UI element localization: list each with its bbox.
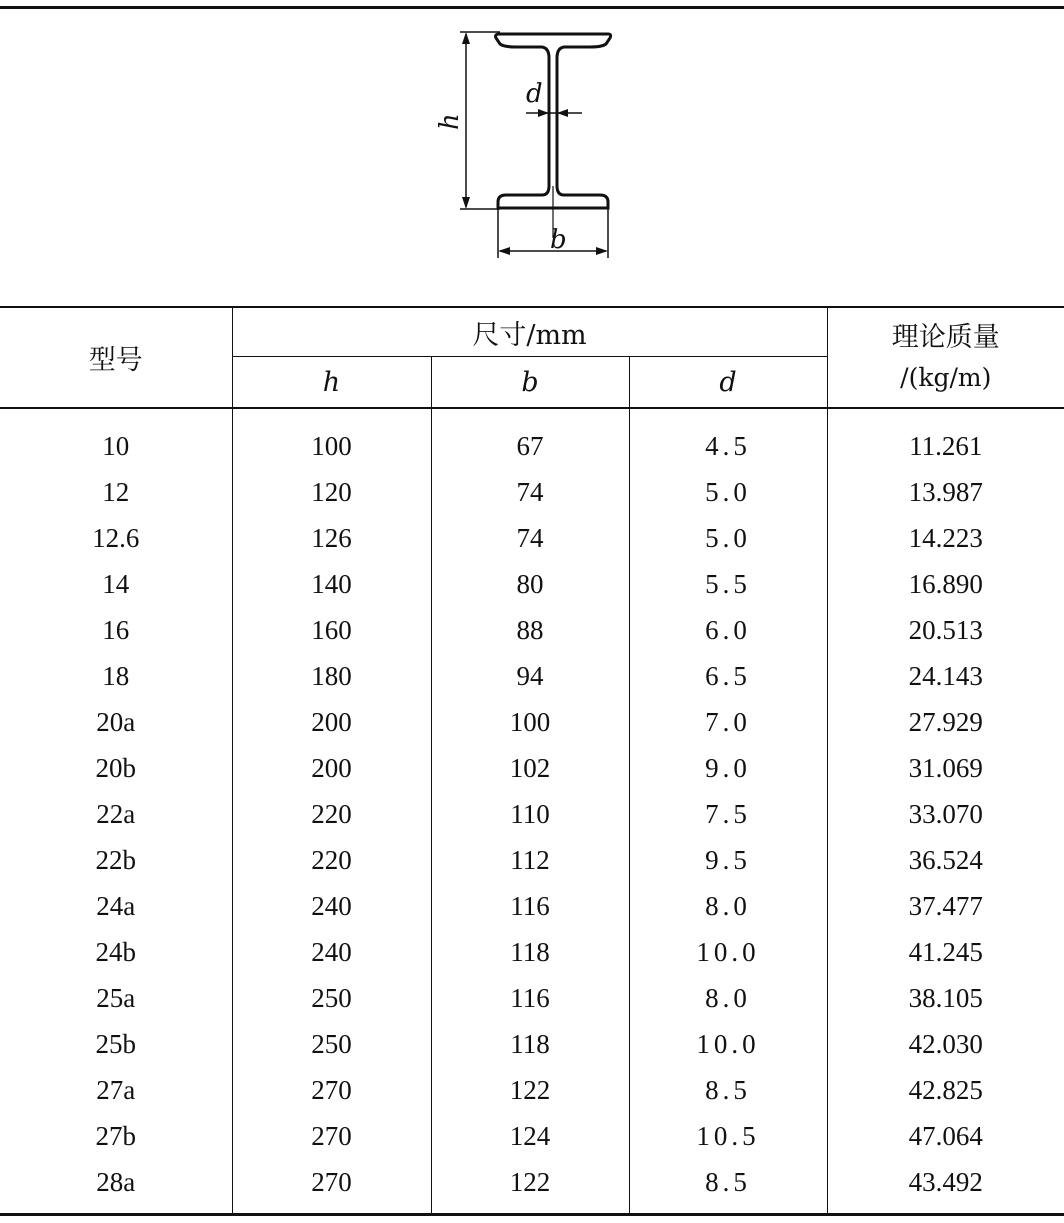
header-model: 型号	[0, 307, 232, 408]
i-beam-spec-table-wrapper	[0, 306, 1064, 1215]
cell-d: 5.0	[629, 469, 827, 515]
cell-model: 20b	[0, 745, 232, 791]
cell-mass: 38.105	[908, 982, 983, 1013]
table-header	[0, 307, 1064, 408]
label-h: h	[435, 113, 465, 130]
cell-d: 9.0	[629, 745, 827, 791]
cell-d: 4.5	[629, 408, 827, 469]
cell-d: 10.0	[629, 1021, 827, 1067]
header-col-h: h	[232, 357, 431, 409]
table-row	[0, 699, 1064, 745]
i-beam-cross-section	[420, 18, 640, 268]
cell-d: 8.0	[629, 975, 827, 1021]
cell-model: 25b	[0, 1021, 232, 1067]
header-col-d: d	[629, 357, 827, 409]
cell-mass: 43.492	[908, 1166, 983, 1197]
cell-mass: 11.261	[909, 430, 983, 461]
cell-mass: 16.890	[908, 568, 983, 599]
h-arrow-bottom	[462, 197, 470, 209]
cell-h: 140	[232, 561, 431, 607]
cell-mass: 36.524	[908, 844, 983, 875]
cell-h: 240	[232, 883, 431, 929]
cell-h: 220	[232, 837, 431, 883]
cell-model: 22b	[0, 837, 232, 883]
cell-b: 102	[431, 745, 629, 791]
cell-model: 18	[0, 653, 232, 699]
cell-d: 8.0	[629, 883, 827, 929]
cell-mass: 27.929	[908, 706, 983, 737]
cell-mass: 33.070	[908, 798, 983, 829]
cell-mass: 24.143	[908, 660, 983, 691]
table-row	[0, 1113, 1064, 1159]
table-row	[0, 653, 1064, 699]
h-arrow-top	[462, 32, 470, 44]
i-beam-outline	[496, 34, 611, 208]
header-dimensions: 尺寸/mm	[232, 307, 827, 357]
cell-model: 28a	[0, 1159, 232, 1215]
cell-mass: 20.513	[908, 614, 983, 645]
cell-d: 6.0	[629, 607, 827, 653]
header-col-b: b	[431, 357, 629, 409]
cell-b: 67	[431, 408, 629, 469]
cell-model: 25a	[0, 975, 232, 1021]
cell-model: 16	[0, 607, 232, 653]
top-rule	[0, 6, 1064, 9]
cell-d: 9.5	[629, 837, 827, 883]
header-mass	[827, 307, 1064, 408]
table-row	[0, 791, 1064, 837]
table-row	[0, 745, 1064, 791]
cell-d: 10.5	[629, 1113, 827, 1159]
d-arrow-right	[557, 109, 568, 117]
cell-b: 110	[431, 791, 629, 837]
cell-model: 12	[0, 469, 232, 515]
cell-mass: 42.825	[908, 1074, 983, 1105]
cell-d: 7.5	[629, 791, 827, 837]
label-d: d	[526, 79, 543, 109]
cell-mass: 31.069	[908, 752, 983, 783]
cell-h: 200	[232, 699, 431, 745]
cell-h: 200	[232, 745, 431, 791]
cell-h: 160	[232, 607, 431, 653]
cell-b: 74	[431, 469, 629, 515]
cell-model: 10	[0, 408, 232, 469]
cell-h: 250	[232, 1021, 431, 1067]
cell-b: 122	[431, 1067, 629, 1113]
table-row	[0, 837, 1064, 883]
cell-b: 116	[431, 883, 629, 929]
cell-h: 270	[232, 1067, 431, 1113]
table-row	[0, 469, 1064, 515]
table-row	[0, 408, 1064, 469]
bottom-rule	[0, 1213, 1064, 1216]
cell-h: 270	[232, 1113, 431, 1159]
table-row	[0, 561, 1064, 607]
label-b: b	[550, 225, 567, 255]
table-row	[0, 1067, 1064, 1113]
table-row	[0, 975, 1064, 1021]
cell-b: 122	[431, 1159, 629, 1215]
cell-b: 74	[431, 515, 629, 561]
cell-d: 8.5	[629, 1159, 827, 1215]
table-row	[0, 515, 1064, 561]
cell-model: 27b	[0, 1113, 232, 1159]
b-arrow-left	[498, 247, 510, 255]
cell-d: 10.0	[629, 929, 827, 975]
i-beam-spec-table	[0, 306, 1064, 1215]
table-row	[0, 929, 1064, 975]
cell-h: 120	[232, 469, 431, 515]
cell-b: 124	[431, 1113, 629, 1159]
cell-d: 5.0	[629, 515, 827, 561]
cell-h: 100	[232, 408, 431, 469]
cell-mass: 47.064	[908, 1120, 983, 1151]
table-row	[0, 1159, 1064, 1215]
header-mass-label: 理论质量	[891, 321, 1000, 353]
cell-mass: 37.477	[908, 890, 983, 921]
cell-b: 100	[431, 699, 629, 745]
header-mass-unit: /(kg/m)	[900, 362, 992, 392]
cell-h: 240	[232, 929, 431, 975]
cell-model: 24a	[0, 883, 232, 929]
cell-model: 27a	[0, 1067, 232, 1113]
cell-d: 6.5	[629, 653, 827, 699]
cell-h: 270	[232, 1159, 431, 1215]
table-row	[0, 1021, 1064, 1067]
cell-model: 14	[0, 561, 232, 607]
cell-model: 22a	[0, 791, 232, 837]
cell-b: 80	[431, 561, 629, 607]
i-beam-diagram	[420, 18, 640, 268]
cell-mass: 41.245	[908, 936, 983, 967]
cell-d: 8.5	[629, 1067, 827, 1113]
cell-model: 24b	[0, 929, 232, 975]
table-row	[0, 607, 1064, 653]
cell-d: 5.5	[629, 561, 827, 607]
b-arrow-right	[596, 247, 608, 255]
cell-mass: 14.223	[908, 522, 983, 553]
cell-b: 94	[431, 653, 629, 699]
cell-mass: 13.987	[908, 476, 983, 507]
cell-h: 220	[232, 791, 431, 837]
cell-b: 112	[431, 837, 629, 883]
table-body	[0, 408, 1064, 1215]
cell-b: 116	[431, 975, 629, 1021]
cell-mass: 42.030	[908, 1028, 983, 1059]
cell-b: 118	[431, 929, 629, 975]
d-arrow-left	[538, 109, 549, 117]
cell-d: 7.0	[629, 699, 827, 745]
cell-h: 126	[232, 515, 431, 561]
cell-b: 88	[431, 607, 629, 653]
cell-model: 20a	[0, 699, 232, 745]
cell-h: 180	[232, 653, 431, 699]
table-row	[0, 883, 1064, 929]
cell-h: 250	[232, 975, 431, 1021]
header-row-1	[0, 307, 1064, 357]
cell-b: 118	[431, 1021, 629, 1067]
cell-model: 12.6	[0, 515, 232, 561]
